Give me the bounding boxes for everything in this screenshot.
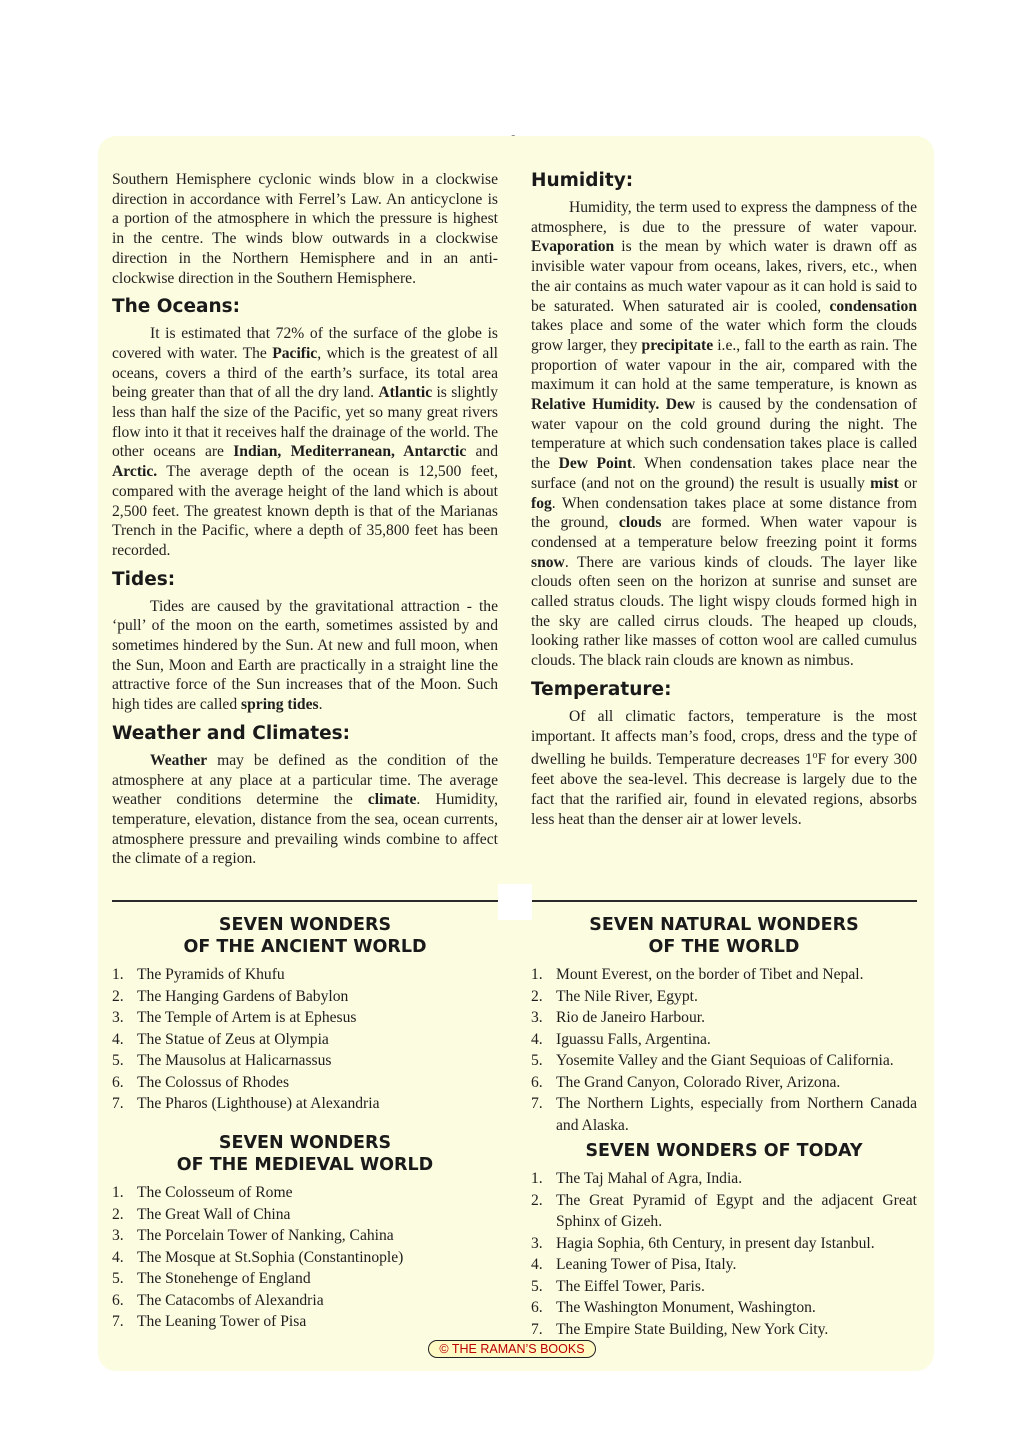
medieval-wonders-block bbox=[112, 1132, 498, 1333]
list-number: 5. bbox=[112, 1270, 124, 1287]
list-number: 3. bbox=[531, 1009, 543, 1026]
today-wonders-list bbox=[531, 1168, 917, 1340]
ancient-wonders-block bbox=[112, 914, 498, 1115]
list-item-text: The Pharos (Lighthouse) at Alexandria bbox=[137, 1095, 380, 1112]
list-item bbox=[112, 1050, 498, 1072]
bold-term: Relative Humidity. Dew bbox=[531, 396, 696, 414]
natural-title-line1: SEVEN NATURAL WONDERS bbox=[589, 915, 859, 935]
list-number: 4. bbox=[531, 1030, 543, 1048]
weather-paragraph bbox=[112, 751, 498, 869]
temperature-paragraph bbox=[531, 707, 917, 829]
oceans-paragraph bbox=[112, 324, 498, 560]
list-item-text: The Porcelain Tower of Nanking, Cahina bbox=[137, 1227, 394, 1244]
tides-paragraph bbox=[112, 597, 498, 715]
list-item-text: Hagia Sophia, 6th Century, in present day Istanbul. bbox=[556, 1234, 875, 1252]
today-wonders-block bbox=[531, 1140, 917, 1340]
bold-term: Evaporation bbox=[531, 238, 615, 256]
bold-term: snow bbox=[531, 553, 565, 571]
list-item-text: Mount Everest, on the border of Tibet and Nepal. bbox=[556, 966, 864, 983]
list-item bbox=[112, 1311, 498, 1333]
list-item bbox=[531, 1190, 917, 1233]
ancient-title-line2: OF THE ANCIENT WORLD bbox=[183, 937, 427, 957]
list-item-text: The Catacombs of Alexandria bbox=[137, 1291, 324, 1309]
bold-term: spring tides bbox=[241, 696, 319, 714]
text-run: may be defined as the condition of the atmosphere at any place at a particular time. The average weather conditions determine the bbox=[112, 751, 498, 809]
natural-wonders-block bbox=[531, 914, 917, 1136]
list-item bbox=[531, 986, 917, 1008]
list-item-text: The Statue of Zeus at Olympia bbox=[137, 1030, 329, 1048]
text-run: are formed. When water vapour is condensed at a temperature below freezing point it forms bbox=[531, 514, 917, 551]
list-number: 1. bbox=[531, 1170, 543, 1187]
list-item bbox=[112, 1225, 498, 1247]
list-item-text: The Empire State Building, New York City. bbox=[556, 1320, 829, 1338]
natural-title-line2: OF THE WORLD bbox=[648, 937, 800, 957]
text-run: takes place and some of the water which form the clouds grow larger, they bbox=[531, 317, 917, 354]
list-number: 1. bbox=[112, 1184, 124, 1201]
list-item bbox=[112, 1247, 498, 1269]
bold-term: mist bbox=[870, 474, 899, 492]
bold-term: Weather bbox=[150, 751, 208, 769]
list-number: 7. bbox=[531, 1095, 543, 1112]
list-number: 4. bbox=[112, 1030, 124, 1048]
list-item bbox=[112, 1290, 498, 1312]
list-item-text: The Grand Canyon, Colorado River, Arizona. bbox=[556, 1073, 841, 1091]
weather-heading: Weather and Climates: bbox=[112, 722, 351, 744]
medieval-wonders-title bbox=[112, 1132, 498, 1176]
list-number: 7. bbox=[531, 1320, 543, 1338]
list-item bbox=[531, 1233, 917, 1255]
tides-heading: Tides: bbox=[112, 568, 176, 590]
list-item bbox=[531, 1007, 917, 1029]
ancient-title-line1: SEVEN WONDERS bbox=[218, 915, 392, 935]
list-number: 6. bbox=[112, 1291, 124, 1309]
text-run: It is estimated that 72% of the surface of the globe is covered with water. The bbox=[112, 325, 498, 362]
footer bbox=[0, 1340, 1024, 1358]
list-number: 7. bbox=[112, 1095, 124, 1112]
list-item-text: Iguassu Falls, Argentina. bbox=[556, 1030, 711, 1048]
natural-wonders-list bbox=[531, 964, 917, 1136]
text-run: i.e., fall to the earth as rain. The proportion of water vapour in the air, compared with the maximum it can hold at the same temperature, is known as bbox=[531, 336, 917, 394]
list-item-text: The Washington Monument, Washington. bbox=[556, 1299, 816, 1316]
list-number: 4. bbox=[531, 1256, 543, 1273]
oceans-heading: The Oceans: bbox=[112, 296, 241, 318]
copyright-symbol: © bbox=[439, 1342, 449, 1356]
list-item bbox=[112, 1182, 498, 1204]
list-item-text: The Great Pyramid of Egypt and the adjacent Great Sphinx of Gizeh. bbox=[556, 1191, 917, 1230]
list-item bbox=[531, 1029, 917, 1051]
list-item-text: The Hanging Gardens of Babylon bbox=[137, 987, 349, 1005]
bold-term: Pacific bbox=[272, 344, 318, 362]
list-item-text: The Leaning Tower of Pisa bbox=[137, 1313, 307, 1330]
bold-term: condensation bbox=[829, 297, 917, 315]
list-item bbox=[531, 1319, 917, 1341]
text-run: and bbox=[466, 443, 499, 461]
temperature-heading: Temperature: bbox=[531, 678, 672, 700]
humidity-paragraph bbox=[531, 198, 917, 671]
list-number: 5. bbox=[531, 1052, 543, 1069]
list-item-text: The Colosseum of Rome bbox=[137, 1184, 293, 1201]
divider-gap bbox=[498, 884, 532, 920]
text-run: Humidity, the term used to express the dampness of the atmosphere, is due to the pressure of water vapour. bbox=[531, 199, 917, 236]
list-item bbox=[531, 1093, 917, 1136]
list-item bbox=[112, 986, 498, 1008]
list-number: 6. bbox=[112, 1073, 124, 1091]
list-number: 4. bbox=[112, 1248, 124, 1266]
today-wonders-title: SEVEN WONDERS OF TODAY bbox=[585, 1141, 863, 1161]
list-number: 6. bbox=[531, 1299, 543, 1316]
list-item-text: The Eiffel Tower, Paris. bbox=[556, 1277, 705, 1295]
list-item-text: The Stonehenge of England bbox=[137, 1270, 311, 1287]
list-number: 5. bbox=[112, 1052, 124, 1069]
list-item-text: Leaning Tower of Pisa, Italy. bbox=[556, 1256, 737, 1273]
text-run: F for every 300 feet above the sea-level. This decrease is largely due to the fact that the rarified air, found in elevated regions, absorbs less heat than the denser air at lower levels. bbox=[531, 751, 917, 828]
bold-term: Arctic. bbox=[112, 463, 158, 481]
text-run: Southern Hemisphere cyclonic winds blow in a clockwise direction in accordance with Ferrel’s Law. An anticyclone is a portion of the atmosphere in which the pressure is highest in the centre. The winds blow outwards in a clockwise direction in the Northern Hemisphere and in an anti-clockwise direction in the Southern Hemisphere. bbox=[112, 171, 498, 287]
bold-term: climate bbox=[367, 791, 417, 809]
list-number: 1. bbox=[112, 966, 124, 983]
list-item-text: The Taj Mahal of Agra, India. bbox=[556, 1170, 743, 1187]
list-item bbox=[531, 1297, 917, 1319]
list-item bbox=[531, 1168, 917, 1190]
text-run: , which is the greatest of all oceans, covers a third of the earth’s surface, its total area being greater than that of all the dry land. bbox=[112, 344, 498, 402]
list-item bbox=[112, 1093, 498, 1115]
list-number: 2. bbox=[112, 1205, 124, 1223]
text-run: . There are various kinds of clouds. The layer like clouds often seen on the horizon at sunrise and sunset are called stratus clouds. The light wispy clouds formed high in the sky are called cirrus clouds. The heaped up clouds, looking rather like masses of cotton wool are called cumulus clouds. The black rain clouds are known as nimbus. bbox=[531, 553, 917, 670]
medieval-title-line1: SEVEN WONDERS bbox=[218, 1133, 392, 1153]
list-item-text: The Mosque at St.Sophia (Constantinople) bbox=[137, 1248, 404, 1266]
list-item bbox=[531, 1276, 917, 1298]
list-number: 6. bbox=[531, 1073, 543, 1091]
list-item bbox=[531, 1254, 917, 1276]
list-number: 7. bbox=[112, 1313, 124, 1330]
text-run: Of all climatic factors, temperature is the most important. It affects man’s food, crops, dress and the type of dwelling he builds. Temperature decreases 1 bbox=[531, 707, 917, 769]
text-run: is slightly less than half the size of the Pacific, yet so many great rivers flow into it that it receives half the drainage of the world. The other oceans are bbox=[112, 384, 498, 461]
list-item bbox=[112, 1029, 498, 1051]
medieval-wonders-list bbox=[112, 1182, 498, 1333]
medieval-title-line2: OF THE MEDIEVAL WORLD bbox=[176, 1155, 434, 1175]
list-item-text: Yosemite Valley and the Giant Sequioas of California. bbox=[556, 1052, 894, 1069]
list-item bbox=[112, 1268, 498, 1290]
text-run: The average depth of the ocean is 12,500 feet, compared with the average height of the land which is about 2,500 feet. The greatest known depth is that of the Marianas Trench in the Pacific, where a depth of 35,800 feet has been recorded. bbox=[112, 463, 498, 559]
bold-term: precipitate bbox=[641, 336, 714, 354]
list-number: 3. bbox=[112, 1227, 124, 1244]
list-item-text: The Colossus of Rhodes bbox=[137, 1073, 290, 1091]
bold-term: Atlantic bbox=[378, 384, 433, 402]
list-number: 2. bbox=[531, 987, 543, 1005]
text-run: . When condensation takes place at some distance from the ground, bbox=[531, 494, 917, 532]
intro-paragraph bbox=[112, 170, 498, 288]
text-run: is the mean by which water is drawn off as invisible water vapour from oceans, lakes, rivers, etc., when the air contains as much water vapour as it can hold is said to be saturated. When saturated air is cooled, bbox=[531, 238, 917, 315]
text-run: . When condensation takes place near the surface (and not on the ground) the result is usually bbox=[531, 455, 917, 492]
natural-wonders-title bbox=[531, 914, 917, 958]
list-item-text: The Temple of Artem is at Ephesus bbox=[137, 1009, 357, 1026]
list-item bbox=[112, 964, 498, 986]
list-item-text: The Pyramids of Khufu bbox=[137, 966, 285, 983]
text-run: . Humidity, temperature, elevation, distance from the sea, ocean currents, atmosphere pressure and prevailing winds combine to affect the climate of a region. bbox=[112, 791, 498, 868]
list-item bbox=[531, 964, 917, 986]
list-item bbox=[531, 1050, 917, 1072]
ancient-wonders-list bbox=[112, 964, 498, 1115]
bold-term: Dew Point bbox=[558, 455, 633, 473]
bold-term: Indian, Mediterranean, Antarctic bbox=[233, 443, 467, 461]
list-number: 2. bbox=[112, 987, 124, 1005]
right-column bbox=[531, 166, 917, 829]
list-item-text: Rio de Janeiro Harbour. bbox=[556, 1009, 705, 1026]
list-number: 2. bbox=[531, 1191, 543, 1209]
superscript: o bbox=[812, 750, 818, 762]
list-item-text: The Great Wall of China bbox=[137, 1205, 291, 1223]
list-item bbox=[112, 1204, 498, 1226]
text-run: or bbox=[898, 474, 918, 492]
list-number: 1. bbox=[531, 966, 543, 983]
list-item bbox=[531, 1072, 917, 1094]
list-number: 5. bbox=[531, 1277, 543, 1295]
text-run: . bbox=[318, 696, 323, 714]
text-run: is caused by the condensation of water vapour on the cold ground during the night. The temperature at which such condensation takes place is called the bbox=[531, 396, 917, 473]
list-number: 3. bbox=[531, 1234, 543, 1252]
list-item bbox=[112, 1007, 498, 1029]
humidity-heading: Humidity: bbox=[531, 170, 634, 191]
list-number: 3. bbox=[112, 1009, 124, 1026]
publisher-badge bbox=[428, 1340, 595, 1358]
bold-term: fog bbox=[531, 494, 552, 512]
list-item-text: The Northern Lights, especially from Northern Canada and Alaska. bbox=[556, 1095, 917, 1134]
list-item bbox=[112, 1072, 498, 1094]
text-run: Tides are caused by the gravitational attraction - the ‘pull’ of the moon on the earth, sometimes assisted by and sometimes hindered by the Sun. At new and full moon, when the Sun, Moon and Earth are practically in a straight line the attractive force of the Sun increases that of the Moon. Such high tides are called bbox=[112, 597, 498, 714]
ancient-wonders-title bbox=[112, 914, 498, 958]
publisher-name: THE RAMAN’S BOOKS bbox=[451, 1342, 585, 1356]
list-item-text: The Nile River, Egypt. bbox=[556, 987, 698, 1005]
left-column bbox=[112, 170, 498, 869]
list-item-text: The Mausolus at Halicarnassus bbox=[137, 1052, 332, 1069]
bold-term: clouds bbox=[618, 514, 662, 532]
